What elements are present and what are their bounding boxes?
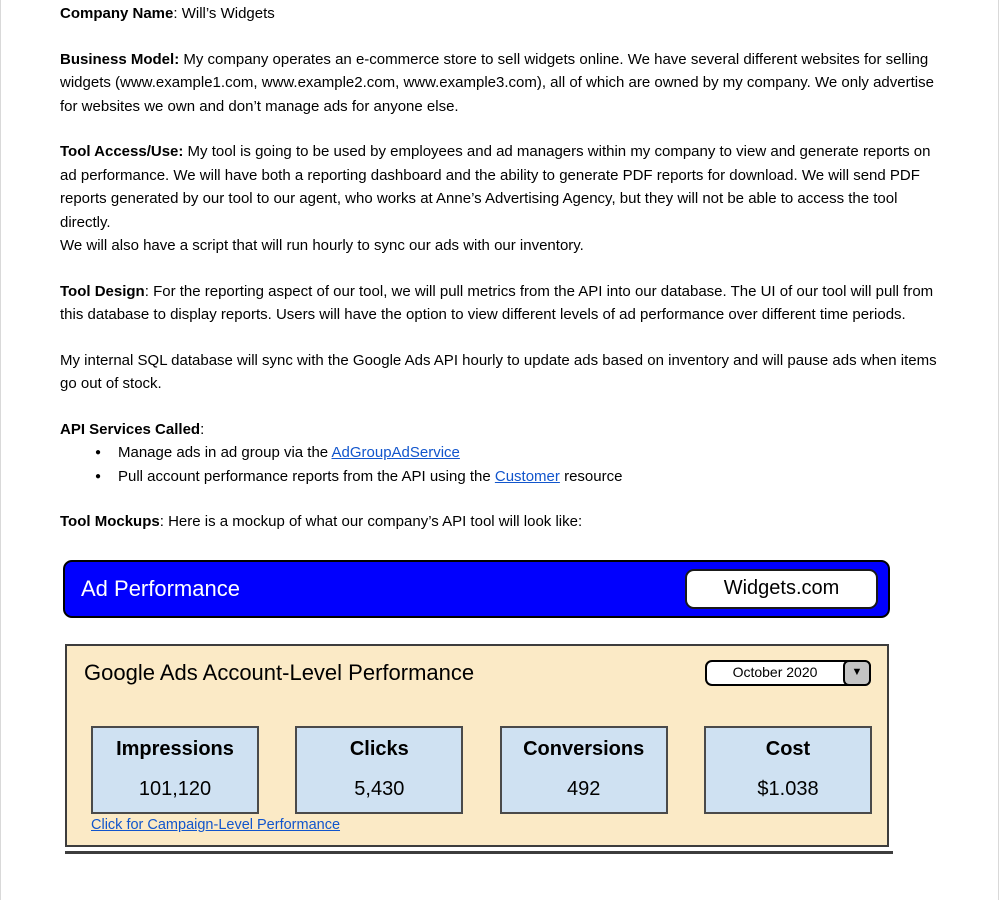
- metric-value: 5,430: [354, 778, 405, 800]
- metric-label: Clicks: [349, 737, 409, 760]
- tool-access-label: Tool Access/Use:: [60, 143, 184, 160]
- business-model-text: My company operates an e-commerce store to sell widgets online. We have several different websites for selling widgets (www.example1.com, www.example2.com, www.example3.com), all of which are owned by my company. We only advertise for websites we own and don’t manage ads for anyone else.: [60, 50, 934, 115]
- bullet-icon: ●: [95, 447, 102, 458]
- business-model-paragraph: [60, 48, 940, 119]
- api-services-list: [60, 441, 940, 488]
- company-name-label: Company Name: [60, 5, 174, 22]
- next-section-top-border: [65, 851, 893, 854]
- tool-access-inline: [60, 143, 930, 231]
- bullet-suffix: resource: [559, 467, 623, 485]
- widgets-site-button[interactable]: Widgets.com: [685, 569, 878, 609]
- metric-label: Conversions: [523, 737, 645, 760]
- tool-design-text: : For the reporting aspect of our tool, we will pull metrics from the API into our database. The UI of our tool will pull from this database to display reports. Users will have the option to view different levels of ad performance over different time periods.: [60, 282, 934, 323]
- adgroupadservice-link[interactable]: AdGroupAdService: [331, 444, 460, 461]
- document-body: [60, 2, 940, 854]
- panel-title: Google Ads Account-Level Performance: [84, 659, 475, 685]
- metric-value: 492: [566, 778, 601, 800]
- period-dropdown-value: October 2020: [732, 663, 818, 680]
- tool-mockups-label: Tool Mockups: [60, 513, 160, 530]
- tool-mockups-text: : Here is a mockup of what our company’s API tool will look like:: [159, 513, 583, 530]
- business-model-label: Business Model:: [60, 50, 180, 68]
- bullet-icon: ●: [95, 470, 102, 482]
- mockup-app-header: [63, 560, 890, 618]
- bullet-prefix: Manage ads in ad group via the: [118, 444, 332, 461]
- metric-value: $1.038: [757, 778, 819, 800]
- company-name-line: [60, 2, 940, 26]
- tool-design-label: Tool Design: [60, 282, 145, 300]
- list-item: [60, 465, 940, 489]
- api-services-label: API Services Called: [60, 420, 201, 438]
- metric-card-clicks: [295, 726, 463, 814]
- chevron-down-icon[interactable]: ▼: [843, 660, 871, 686]
- api-services-heading: [60, 418, 940, 442]
- tool-access-line2: We will also have a script that will run hourly to sync our ads with our inventory.: [60, 237, 584, 254]
- page-right-border: [998, 0, 999, 900]
- page-left-border: [0, 0, 1, 900]
- account-performance-panel: [65, 644, 889, 847]
- customer-link[interactable]: Customer: [494, 467, 560, 485]
- bullet-text: [118, 441, 460, 465]
- metric-card-impressions: [91, 726, 259, 814]
- tool-design-paragraph: [60, 280, 940, 327]
- campaign-level-link[interactable]: Click for Campaign-Level Performance: [91, 817, 341, 833]
- mockup-app-title: Ad Performance: [81, 575, 240, 601]
- tool-access-paragraph: [60, 140, 940, 258]
- metric-value: 101,120: [138, 778, 212, 800]
- list-item: [60, 441, 940, 465]
- bullet-text: [118, 465, 622, 489]
- metric-cards-row: [91, 726, 872, 814]
- metric-card-cost: [704, 726, 872, 814]
- api-services-colon: :: [200, 420, 205, 438]
- api-services-section: [60, 418, 940, 489]
- sql-note-paragraph: My internal SQL database will sync with the Google Ads API hourly to update ads based on inventory and will pause ads when items go out of stock.: [60, 351, 937, 392]
- metric-label: Cost: [765, 737, 811, 760]
- metric-label: Impressions: [116, 737, 234, 760]
- tool-mockups-line: [60, 510, 940, 534]
- metric-card-conversions: [500, 726, 668, 814]
- tool-access-text: My tool is going to be used by employees and ad managers within my company to view and generate reports on ad performance. We will have both a reporting dashboard and the ability to generate PDF reports for download. We will send PDF reports generated by our tool to our agent, who works at Anne’s Advertising Agency, but they will not be able to access the tool directly.: [60, 143, 931, 231]
- company-name-value: : Will’s Widgets: [173, 5, 275, 22]
- bullet-prefix: Pull account performance reports from the API using the: [118, 467, 495, 485]
- period-dropdown[interactable]: [705, 660, 871, 686]
